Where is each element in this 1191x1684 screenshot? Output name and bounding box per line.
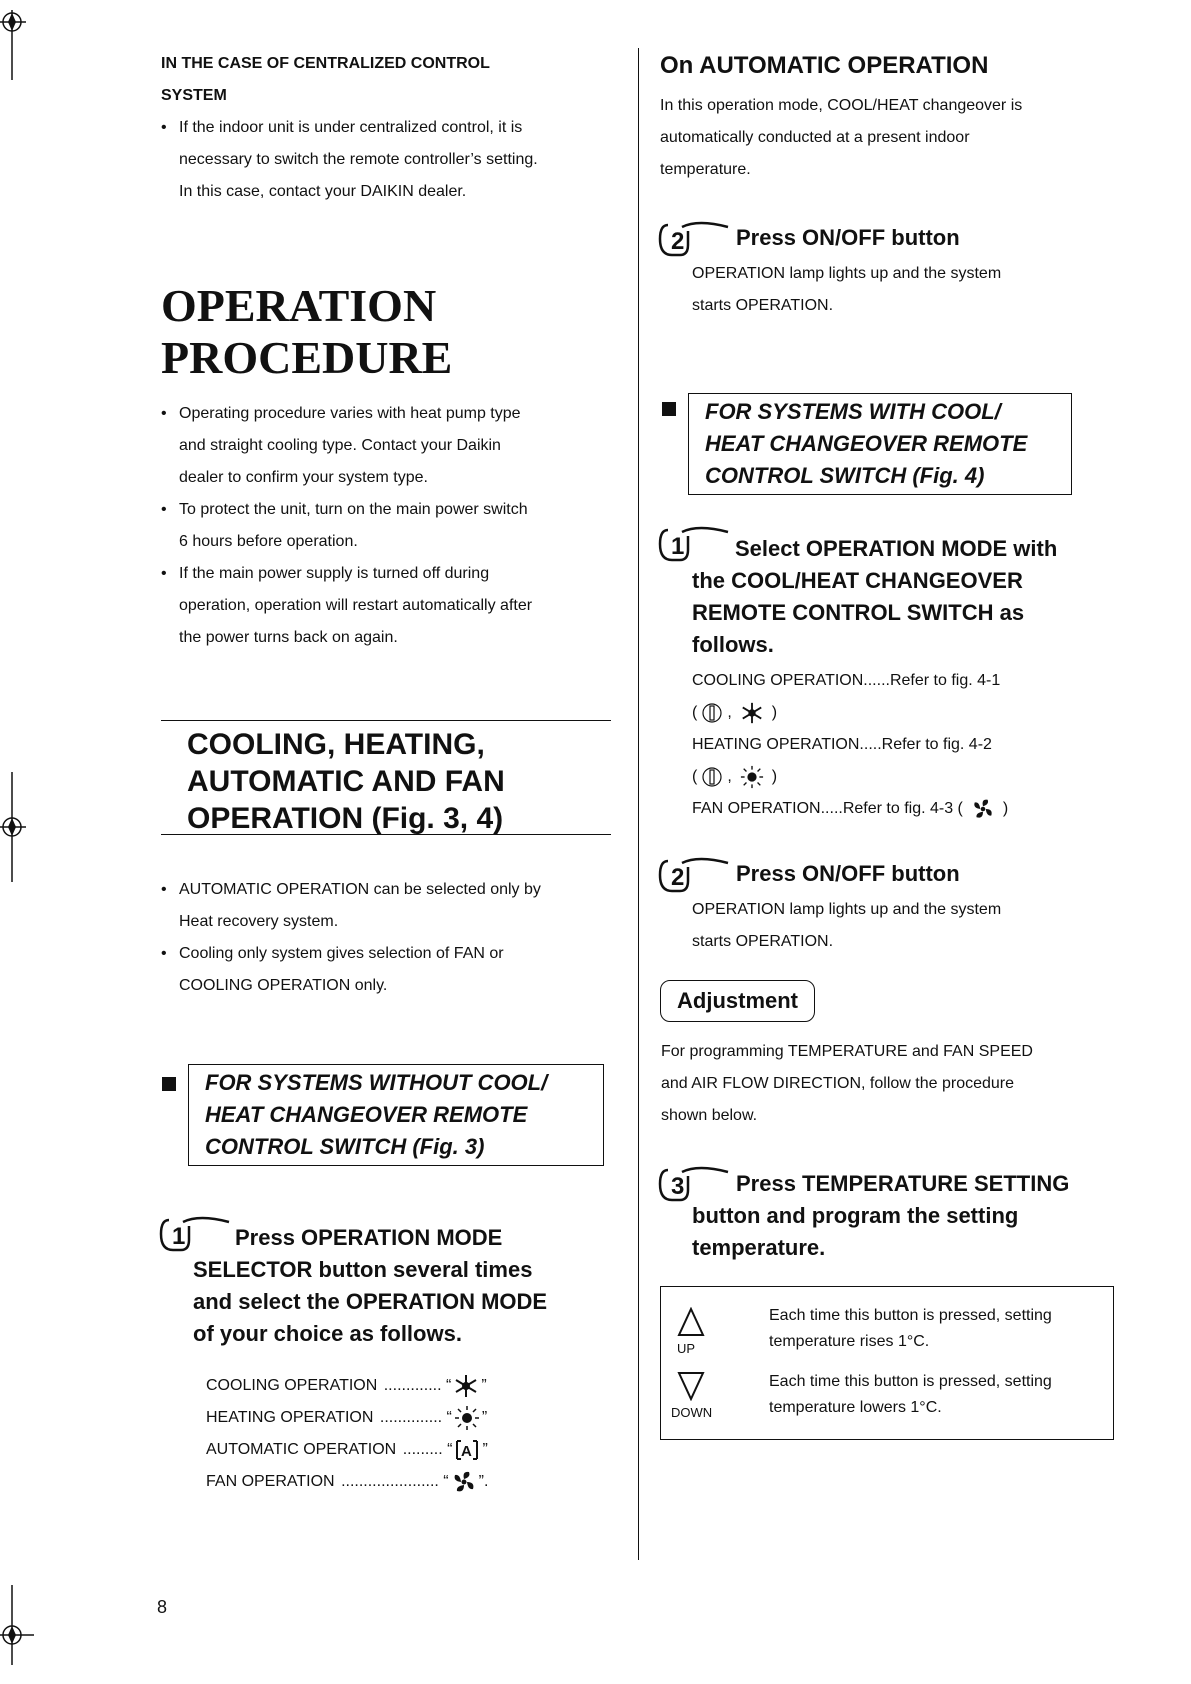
list-item: • Cooling only system gives selection of FAN or COOLING OPERATION only. bbox=[161, 938, 631, 1002]
fan-icon bbox=[451, 1469, 477, 1495]
list-item: ( , ) bbox=[692, 697, 1008, 729]
registration-mark-icon bbox=[0, 772, 26, 882]
operation-procedure-title: OPERATION PROCEDURE bbox=[161, 280, 453, 383]
list-item: • If the main power supply is turned off during operation, operation will restart automatically after the power turns back on again. bbox=[161, 558, 631, 654]
step-1-heading-cont: the COOL/HEAT CHANGEOVER REMOTE CONTROL SWITCH as follows. bbox=[692, 568, 1025, 657]
operation-procedure-bullets bbox=[161, 398, 631, 654]
cooling-bullets bbox=[161, 874, 631, 1002]
step-1-icon bbox=[159, 1212, 231, 1256]
fan-icon bbox=[971, 797, 995, 821]
list-item: HEATING OPERATION .............. “ ” bbox=[206, 1402, 488, 1434]
snowflake-icon bbox=[453, 1373, 479, 1399]
registration-mark-icon bbox=[0, 10, 26, 80]
list-item: FAN OPERATION.....Refer to fig. 4-3 ( ) bbox=[692, 793, 1008, 825]
up-label: UP bbox=[677, 1341, 696, 1356]
step-2-icon bbox=[658, 217, 730, 261]
step-number: 3 bbox=[671, 1173, 685, 1200]
centralized-bullet: • If the indoor unit is under centralized control, it is necessary to switch the remote controller’s setting. In this case, contact your DAIKIN dealer. bbox=[161, 112, 639, 208]
list-item: ( , ) bbox=[692, 761, 1008, 793]
mode-reference-list: COOLING OPERATION......Refer to fig. 4-1 ( , ) HEATING OPERATION.....Refer to fig. 4-2 ( , ) FAN OPERATION.....Refer to fig. 4-3 ( ) bbox=[692, 665, 1008, 825]
step-number: 2 bbox=[671, 864, 685, 891]
cooling-heating-heading: COOLING, HEATING, AUTOMATIC AND FAN OPERATION (Fig. 3, 4) bbox=[187, 728, 505, 835]
list-item: AUTOMATIC OPERATION ......... “ A ” bbox=[206, 1434, 488, 1466]
step-2-text: OPERATION lamp lights up and the system starts OPERATION. bbox=[692, 265, 1002, 314]
with-changeover-box: FOR SYSTEMS WITH COOL/ HEAT CHANGEOVER REMOTE CONTROL SWITCH (Fig. 4) bbox=[688, 393, 1072, 495]
sun-icon bbox=[740, 765, 764, 789]
step-2-heading: Press ON/OFF button bbox=[736, 861, 960, 886]
step-2-text: OPERATION lamp lights up and the system starts OPERATION. bbox=[692, 901, 1002, 950]
up-arrow-icon[interactable] bbox=[677, 1307, 705, 1337]
step-number: 1 bbox=[172, 1223, 186, 1250]
automatic-operation-text: In this operation mode, COOL/HEAT changeover is automatically conducted at a present indoor temperature. bbox=[660, 97, 1023, 178]
list-item: • Operating procedure varies with heat pump type and straight cooling type. Contact your Daikin dealer to confirm your system type. bbox=[161, 398, 631, 494]
svg-text:A: A bbox=[461, 1443, 473, 1460]
step-1-heading: Press OPERATION MODE bbox=[235, 1225, 503, 1250]
section-rule-top bbox=[161, 720, 611, 721]
down-description: Each time this button is pressed, setting temperature lowers 1°C. bbox=[769, 1373, 1052, 1416]
section-rule-bottom bbox=[161, 834, 611, 835]
step-2-icon bbox=[658, 853, 730, 897]
list-item: • AUTOMATIC OPERATION can be selected only by Heat recovery system. bbox=[161, 874, 631, 938]
sun-icon bbox=[454, 1405, 480, 1431]
registration-mark-icon bbox=[0, 1585, 34, 1665]
switch-icon bbox=[701, 702, 723, 724]
page-number: 8 bbox=[157, 1597, 168, 1617]
step-3-heading: Press TEMPERATURE SETTING bbox=[736, 1171, 1070, 1196]
auto-a-icon bbox=[454, 1437, 480, 1463]
down-arrow-icon[interactable] bbox=[677, 1371, 705, 1401]
centralized-title: IN THE CASE OF CENTRALIZED CONTROL SYSTEM bbox=[161, 55, 490, 104]
automatic-operation-title: On AUTOMATIC OPERATION bbox=[660, 52, 989, 79]
square-bullet-icon bbox=[162, 1077, 176, 1091]
up-description: Each time this button is pressed, setting temperature rises 1°C. bbox=[769, 1307, 1052, 1350]
without-changeover-box: FOR SYSTEMS WITHOUT COOL/ HEAT CHANGEOVER REMOTE CONTROL SWITCH (Fig. 3) bbox=[188, 1064, 604, 1166]
step-number: 1 bbox=[671, 533, 685, 560]
step-number: 2 bbox=[671, 228, 685, 255]
column-divider bbox=[638, 48, 639, 1560]
adjustment-text: For programming TEMPERATURE and FAN SPEED and AIR FLOW DIRECTION, follow the procedure shown below. bbox=[661, 1043, 1033, 1124]
down-label: DOWN bbox=[671, 1405, 713, 1420]
step-1-heading-cont: SELECTOR button several times and select the OPERATION MODE of your choice as follows. bbox=[193, 1257, 548, 1346]
adjustment-label: Adjustment bbox=[660, 980, 815, 1022]
step-2-heading: Press ON/OFF button bbox=[736, 225, 960, 250]
list-item: FAN OPERATION ...................... “ ”. bbox=[206, 1466, 488, 1498]
step-1-heading: Select OPERATION MODE with bbox=[735, 536, 1058, 561]
step-3-heading-cont: button and program the setting temperature. bbox=[692, 1203, 1019, 1260]
step-1-icon bbox=[658, 522, 730, 566]
snowflake-icon bbox=[740, 701, 764, 725]
square-bullet-icon bbox=[662, 402, 676, 416]
list-item: COOLING OPERATION ............. “ ” bbox=[206, 1370, 488, 1402]
temperature-table bbox=[660, 1286, 1114, 1440]
list-item: • To protect the unit, turn on the main power switch 6 hours before operation. bbox=[161, 494, 631, 558]
mode-list bbox=[206, 1370, 488, 1498]
switch-icon bbox=[701, 766, 723, 788]
